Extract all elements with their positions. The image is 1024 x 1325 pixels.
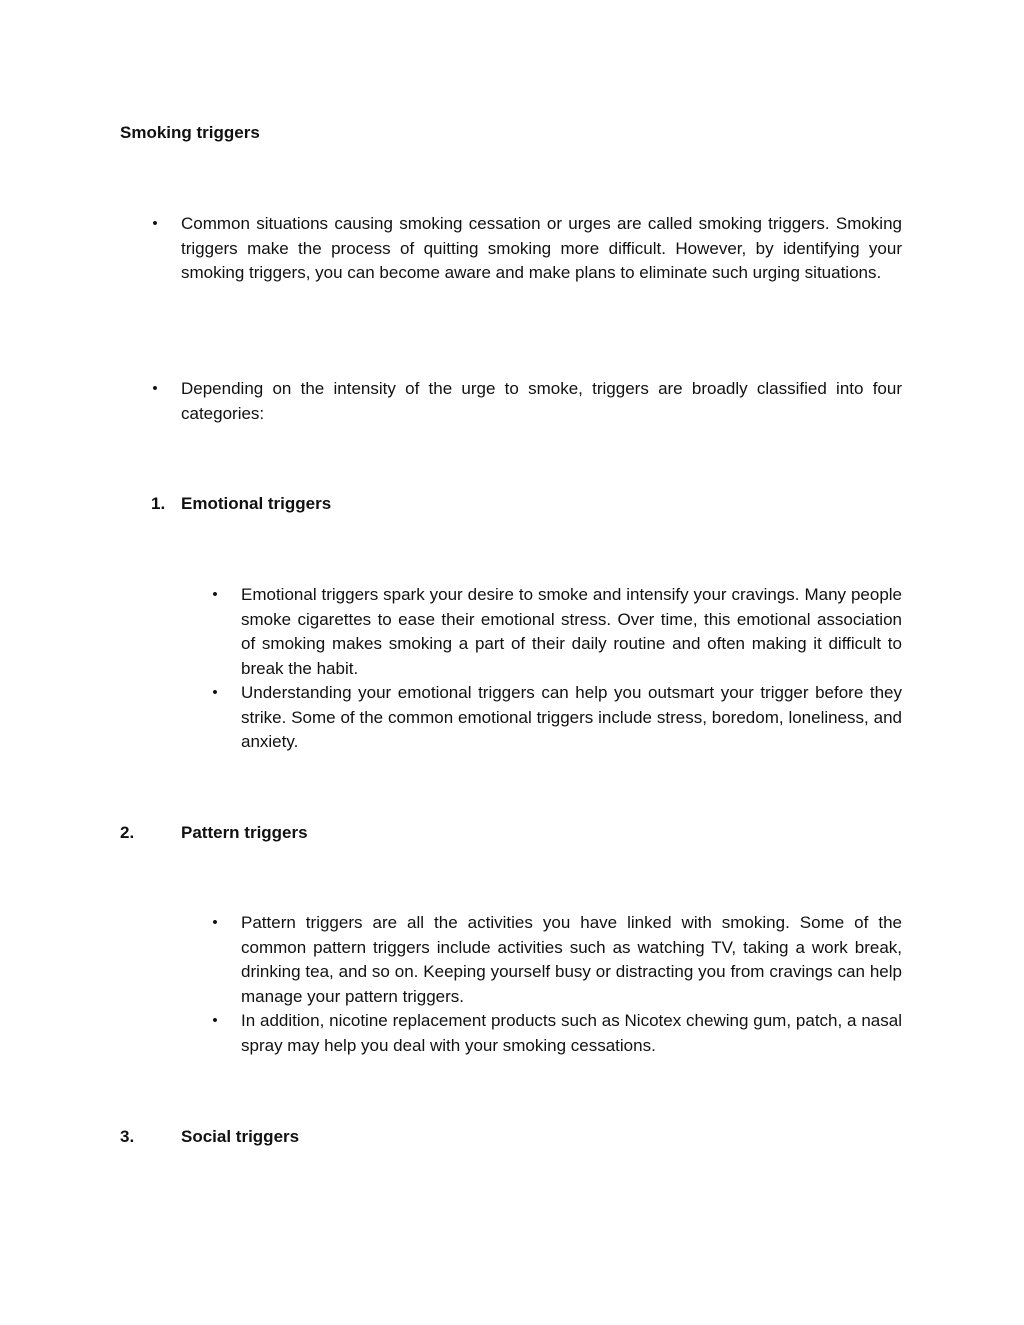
- bullet-glyph: •: [152, 380, 158, 397]
- bullet-glyph: •: [152, 215, 158, 232]
- intro-bullet: [152, 377, 902, 426]
- section-bullet: [212, 911, 902, 1009]
- bullet-glyph: •: [212, 1012, 218, 1029]
- section-heading-emotional: Emotional triggers: [181, 494, 332, 513]
- section-bullet: [212, 1009, 902, 1058]
- section-number: 1.: [151, 494, 166, 513]
- section-bullet-text: In addition, nicotine replacement products such as Nicotex chewing gum, patch, a nasal spray may help you deal with your smoking cessations.: [241, 1011, 902, 1055]
- intro-bullet-text: Depending on the intensity of the urge to smoke, triggers are broadly classified into four categories:: [181, 379, 902, 423]
- section-bullet: [212, 583, 902, 681]
- section-number: 3.: [120, 1127, 135, 1146]
- section-heading-pattern: Pattern triggers: [181, 823, 308, 842]
- section-bullet-text: Understanding your emotional triggers can help you outsmart your trigger before they strike. Some of the common emotional triggers include stress, boredom, loneliness, and anxiety.: [241, 683, 902, 751]
- section-bullet: [212, 681, 902, 755]
- section-bullet-text: Pattern triggers are all the activities you have linked with smoking. Some of the common pattern triggers include activities such as watching TV, taking a work break, drinking tea, and so on. Keeping yourself busy or distracting you from cravings can help manage your pattern triggers.: [241, 913, 902, 1006]
- bullet-glyph: •: [212, 586, 218, 603]
- section-number: 2.: [120, 823, 135, 842]
- document-title: Smoking triggers: [120, 123, 260, 142]
- bullet-glyph: •: [212, 684, 218, 701]
- section-bullet-text: Emotional triggers spark your desire to smoke and intensify your cravings. Many people smoke cigarettes to ease their emotional stress. Over time, this emotional association of smoking makes smoking a part of their daily routine and often making it difficult to break the habit.: [241, 585, 902, 678]
- bullet-glyph: •: [212, 914, 218, 931]
- section-heading-social: Social triggers: [181, 1127, 300, 1146]
- intro-bullet-text: Common situations causing smoking cessation or urges are called smoking triggers. Smoking triggers make the process of quitting smoking more difficult. However, by identifying your smoking triggers, you can become aware and make plans to eliminate such urging situations.: [181, 214, 902, 282]
- intro-bullet: [152, 212, 902, 286]
